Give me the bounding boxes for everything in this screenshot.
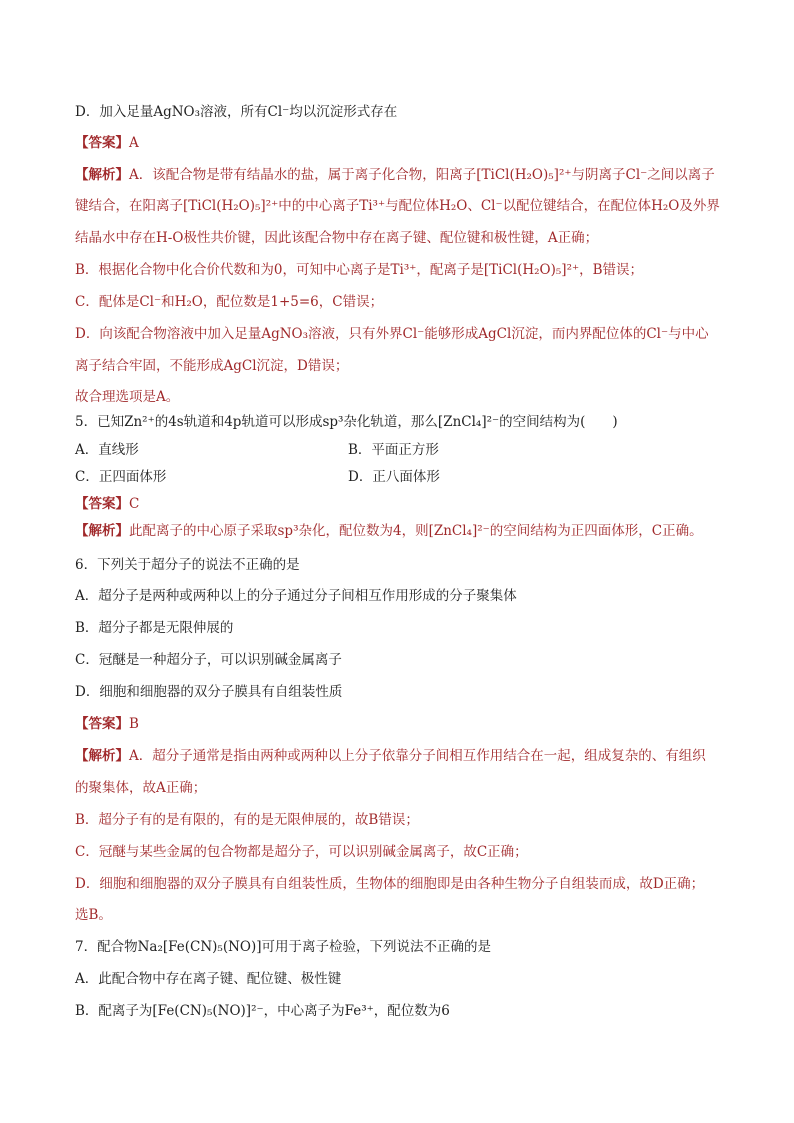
q6-option-b: B．超分子都是无限伸展的 — [75, 620, 234, 636]
q4-analysis-line: 故合理选项是A。 — [75, 389, 180, 405]
q5-options-row-2 — [75, 467, 724, 487]
q4-analysis-line: B．根据化合物中化合价代数和为0，可知中心离子是Ti³⁺，配离子是[TiCl(H₂O)₅]²⁺，B错误； — [75, 262, 644, 278]
q7-stem: 7．配合物Na₂[Fe(CN)₅(NO)]可用于离子检验，下列说法不正确的是 — [75, 939, 492, 955]
q6-answer — [75, 714, 724, 734]
q6-analysis-line: B．超分子有的是有限的，有的是无限伸展的，故B错误； — [75, 812, 419, 828]
q5-option-d: D．正八面体形 — [348, 469, 440, 485]
q4-analysis-line: 离子结合牢固，不能形成AgCl沉淀，D错误； — [75, 358, 349, 374]
q5-option-c: C．正四面体形 — [75, 469, 167, 485]
q5-option-a: A．直线形 — [75, 442, 139, 458]
answer-value: C — [129, 496, 140, 512]
analysis-tag: 【解析】 — [75, 167, 129, 183]
q6-option-a: A．超分子是两种或两种以上的分子通过分子间相互作用形成的分子聚集体 — [75, 588, 517, 604]
q5-option-b: B．平面正方形 — [348, 442, 439, 458]
q6-analysis-line: 的聚集体，故A正确； — [75, 780, 207, 796]
q6-stem: 6．下列关于超分子的说法不正确的是 — [75, 557, 300, 573]
q6-option-d: D．细胞和细胞器的双分子膜具有自组装性质 — [75, 684, 343, 700]
q6-analysis-line: D．细胞和细胞器的双分子膜具有自组装性质，生物体的细胞即是由各种生物分子自组装而成，故D正确； — [75, 876, 705, 892]
answer-tag: 【答案】 — [75, 135, 129, 151]
q7-option-a: A．此配合物中存在离子键、配位键、极性键 — [75, 971, 342, 987]
q6-analysis-line: 选B。 — [75, 907, 112, 923]
q4-analysis-line: 结晶水中存在H-O极性共价键，因此该配合物中存在离子键、配位键和极性键，A正确； — [75, 230, 599, 246]
q6-analysis-line: 【解析】A．超分子通常是指由两种或两种以上分子依靠分子间相互作用结合在一起，组成复杂的、有组织 — [75, 748, 706, 764]
answer-tag: 【答案】 — [75, 716, 129, 732]
q4-answer — [75, 133, 724, 153]
q5-options-row-1 — [75, 440, 724, 460]
answer-value: A — [129, 135, 139, 151]
q4-analysis-line: 【解析】A．该配合物是带有结晶水的盐，属于离子化合物，阳离子[TiCl(H₂O)₅]²⁺与阴离子Cl⁻之间以离子 — [75, 167, 715, 183]
q5-analysis-line: 【解析】此配离子的中心原子采取sp³杂化，配位数为4，则[ZnCl₄]²⁻的空间结构为正四面体形，C正确。 — [75, 523, 703, 539]
q5-stem: 5．已知Zn²⁺的4s轨道和4p轨道可以形成sp³杂化轨道，那么[ZnCl₄]²⁻的空间结构为( ) — [75, 414, 618, 430]
q4-analysis-line: 键结合，在阳离子[TiCl(H₂O)₅]²⁺中的中心离子Ti³⁺与配位体H₂O、Cl⁻以配位键结合，在配位体H₂O及外界 — [75, 198, 720, 214]
q4-analysis-line: D．向该配合物溶液中加入足量AgNO₃溶液，只有外界Cl⁻能够形成AgCl沉淀，而内界配位体的Cl⁻与中心 — [75, 326, 709, 342]
analysis-tag: 【解析】 — [75, 523, 129, 539]
q4-analysis-line: C．配体是Cl⁻和H₂O，配位数是1+5=6，C错误； — [75, 294, 384, 310]
answer-tag: 【答案】 — [75, 496, 129, 512]
analysis-tag: 【解析】 — [75, 748, 129, 764]
q5-answer — [75, 494, 724, 514]
q4-option-d: D．加入足量AgNO₃溶液，所有Cl⁻均以沉淀形式存在 — [75, 104, 398, 120]
q7-option-b: B．配离子为[Fe(CN)₅(NO)]²⁻，中心离子为Fe³⁺，配位数为6 — [75, 1003, 450, 1019]
answer-value: B — [129, 716, 139, 732]
q6-analysis-line: C．冠醚与某些金属的包合物都是超分子，可以识别碱金属离子，故C正确； — [75, 844, 528, 860]
q6-option-c: C．冠醚是一种超分子，可以识别碱金属离子 — [75, 652, 342, 668]
